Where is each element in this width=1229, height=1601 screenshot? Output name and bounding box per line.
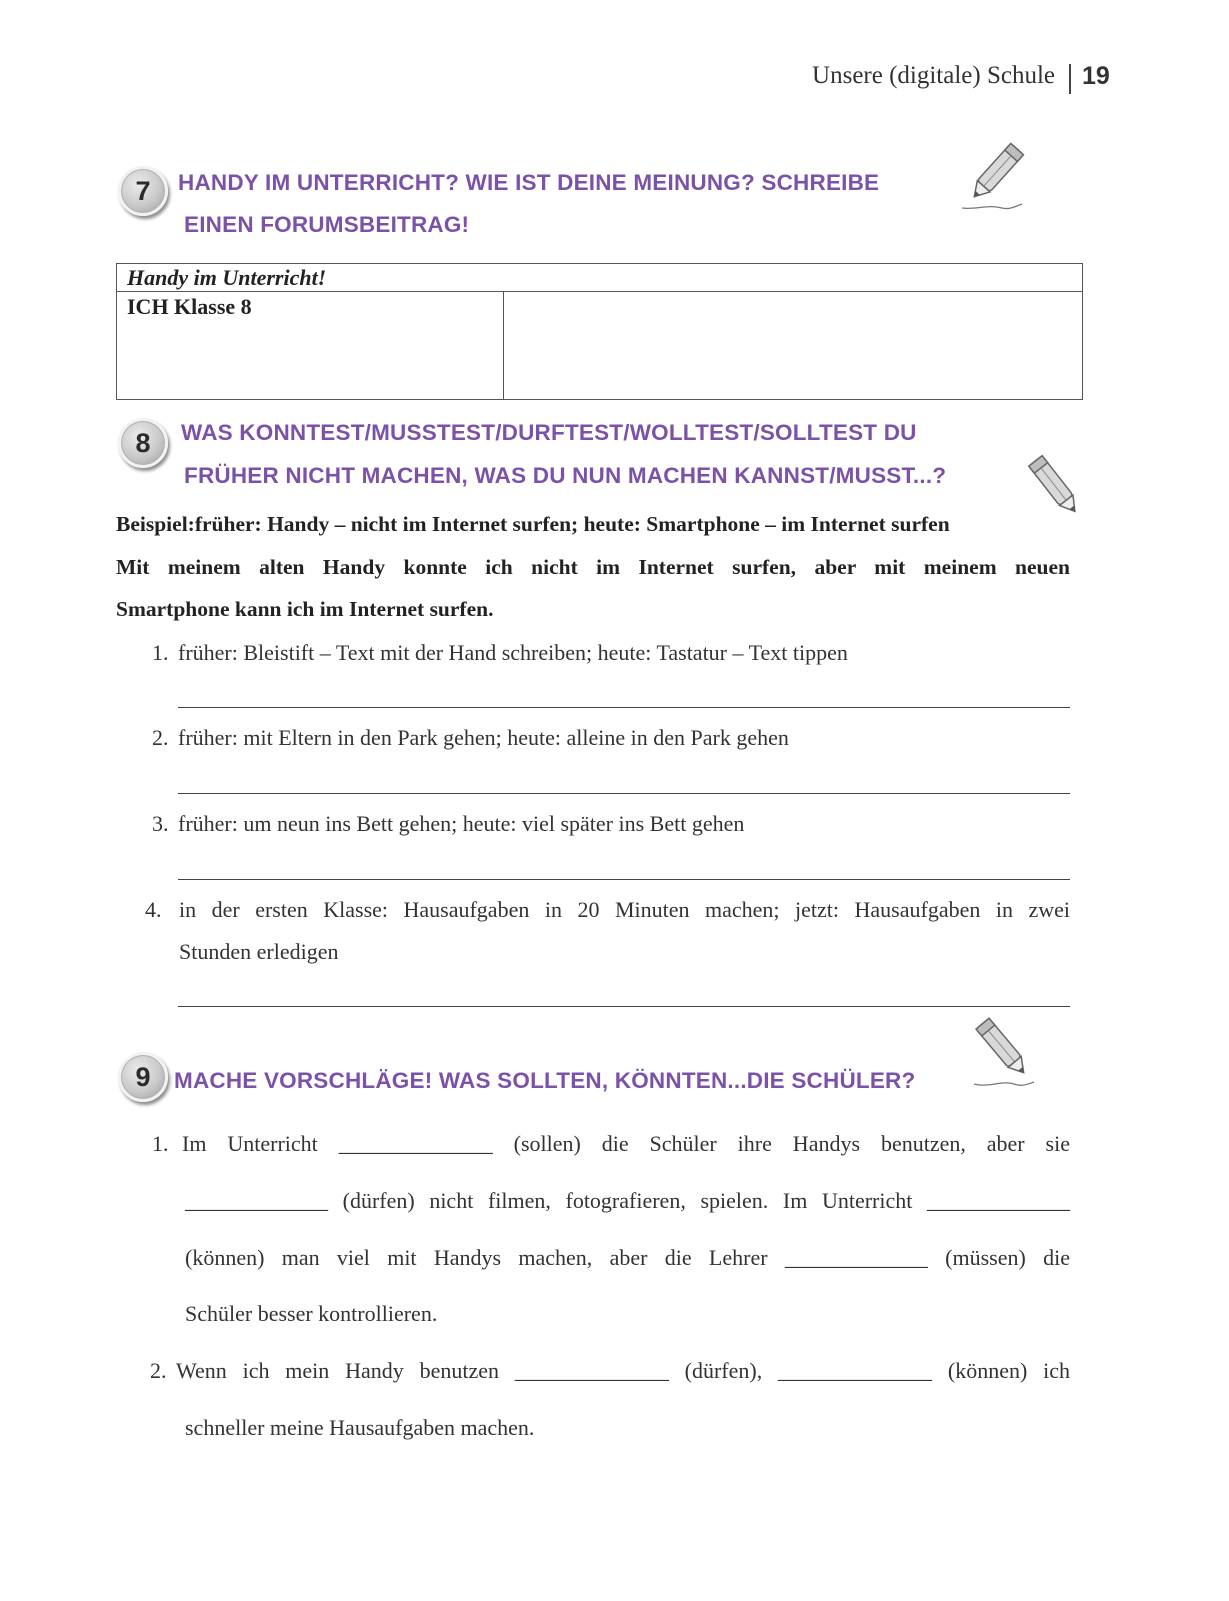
forum-post-text-field[interactable] <box>504 292 1082 399</box>
list-item-number: 4. <box>145 897 162 922</box>
answer-line[interactable] <box>178 707 1070 708</box>
exercise-9-title: MACHE VORSCHLÄGE! WAS SOLLTEN, KÖNNTEN...DIE SCHÜLER? <box>174 1068 916 1093</box>
list-item-number: 3. <box>152 811 169 836</box>
example-answer-line1: Mit meinem alten Handy konnte ich nicht im Internet surfen, aber mit meinem neuen <box>116 555 1070 579</box>
answer-line[interactable] <box>178 1006 1070 1007</box>
exercise-8-title-line1: WAS KONNTEST/MUSSTEST/DURFTEST/WOLLTEST/SOLLTEST DU <box>181 420 917 445</box>
fill-in-line: Wenn ich mein Handy benutzen ______________ (dürfen), ______________ (können) ich <box>176 1358 1070 1383</box>
fill-in-line: _____________ (dürfen) nicht filmen, fotografieren, spielen. Im Unterricht _____________ <box>185 1188 1070 1213</box>
exercise-8-title-line2: FRÜHER NICHT MACHEN, WAS DU NUN MACHEN KANNST/MUSST...? <box>184 463 947 488</box>
pencil-icon <box>968 1014 1040 1092</box>
forum-post-header: Handy im Unterricht! <box>117 264 1082 292</box>
list-item-number: 2. <box>150 1358 167 1383</box>
chapter-title: Unsere (digitale) Schule <box>812 62 1055 89</box>
answer-line[interactable] <box>178 879 1070 880</box>
example-line: Beispiel:früher: Handy – nicht im Internet surfen; heute: Smartphone – im Internet surfen <box>116 512 950 536</box>
exercise-number-badge: 8 <box>118 418 168 468</box>
pencil-icon <box>958 138 1030 216</box>
page-number: 19 <box>1082 62 1110 90</box>
exercise-7-title-line1: HANDY IM UNTERRICHT? WIE IST DEINE MEINUNG? SCHREIBE <box>178 170 880 195</box>
fill-in-line: Im Unterricht ______________ (sollen) die Schüler ihre Handys benutzen, aber sie <box>182 1131 1070 1156</box>
list-item-number: 1. <box>152 1131 169 1156</box>
exercise-number-badge: 7 <box>118 166 168 216</box>
example-answer-line2: Smartphone kann ich im Internet surfen. <box>116 597 494 621</box>
list-item-text: früher: Bleistift – Text mit der Hand schreiben; heute: Tastatur – Text tippen <box>178 640 848 665</box>
list-item-text-continued: Stunden erledigen <box>179 939 339 964</box>
list-item-text: in der ersten Klasse: Hausaufgaben in 20 Minuten machen; jetzt: Hausaufgaben in zwei <box>179 897 1070 922</box>
fill-in-line: (können) man viel mit Handys machen, aber die Lehrer _____________ (müssen) die <box>185 1245 1070 1270</box>
list-item-number: 2. <box>152 725 169 750</box>
forum-post-table <box>116 263 1083 400</box>
fill-in-line: Schüler besser kontrollieren. <box>185 1301 438 1326</box>
answer-line[interactable] <box>178 793 1070 794</box>
list-item-text: früher: um neun ins Bett gehen; heute: viel später ins Bett gehen <box>178 811 745 836</box>
fill-in-line: schneller meine Hausaufgaben machen. <box>185 1415 535 1440</box>
exercise-7-title-line2: EINEN FORUMSBEITRAG! <box>184 212 470 237</box>
list-item-text: früher: mit Eltern in den Park gehen; heute: alleine in den Park gehen <box>178 725 789 750</box>
list-item-number: 1. <box>152 640 169 665</box>
header-separator <box>1069 64 1071 94</box>
forum-post-user: ICH Klasse 8 <box>117 292 504 399</box>
exercise-number-badge: 9 <box>118 1052 168 1102</box>
